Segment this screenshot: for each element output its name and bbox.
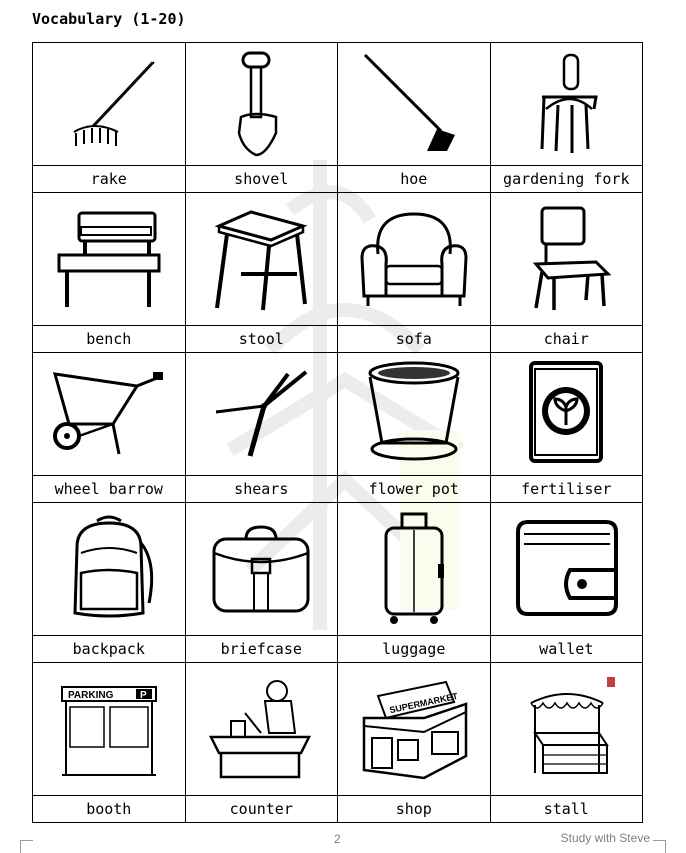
sofa-icon xyxy=(354,204,474,314)
hoe-icon xyxy=(359,49,469,159)
wheel-barrow-icon xyxy=(49,364,169,464)
word-label: booth xyxy=(33,796,186,823)
word-label: sofa xyxy=(337,326,490,353)
fertiliser-icon xyxy=(521,359,611,469)
word-label: shop xyxy=(337,796,490,823)
page-corner-mark xyxy=(20,840,33,853)
word-label: fertiliser xyxy=(490,476,642,503)
image-cell xyxy=(337,663,490,796)
image-cell xyxy=(490,353,642,476)
flower-pot-icon xyxy=(364,359,464,469)
page-number: 2 xyxy=(334,832,341,846)
word-label: rake xyxy=(33,166,186,193)
word-label: stool xyxy=(185,326,337,353)
word-label: counter xyxy=(185,796,337,823)
word-label: wheel barrow xyxy=(33,476,186,503)
briefcase-icon xyxy=(206,519,316,619)
word-label: wallet xyxy=(490,636,642,663)
word-label: backpack xyxy=(33,636,186,663)
image-cell xyxy=(185,663,337,796)
shears-icon xyxy=(206,364,316,464)
word-label: stall xyxy=(490,796,642,823)
gardening-fork-icon xyxy=(526,49,606,159)
word-label: briefcase xyxy=(185,636,337,663)
footer-credit: Study with Steve xyxy=(560,831,650,845)
word-label: bench xyxy=(33,326,186,353)
stool-icon xyxy=(211,204,311,314)
word-label: flower pot xyxy=(337,476,490,503)
booth-sign-text: PARKING xyxy=(67,690,114,701)
image-cell xyxy=(33,43,186,166)
image-cell xyxy=(33,353,186,476)
rake-icon xyxy=(54,54,164,154)
vocabulary-table xyxy=(32,42,643,823)
image-cell xyxy=(185,43,337,166)
counter-icon xyxy=(205,673,317,785)
image-cell xyxy=(33,663,186,796)
wallet-icon xyxy=(510,514,622,624)
image-cell xyxy=(490,43,642,166)
image-cell xyxy=(337,353,490,476)
backpack-icon xyxy=(59,513,159,625)
page-corner-mark xyxy=(653,840,666,853)
shop-icon xyxy=(354,674,474,784)
shovel-icon xyxy=(221,49,301,159)
image-cell xyxy=(490,193,642,326)
luggage-icon xyxy=(374,512,454,627)
image-cell xyxy=(185,503,337,636)
chair-icon xyxy=(516,204,616,314)
image-cell xyxy=(337,43,490,166)
image-cell xyxy=(185,353,337,476)
word-label: luggage xyxy=(337,636,490,663)
booth-sign-p: P xyxy=(139,690,147,701)
image-cell xyxy=(33,193,186,326)
image-cell xyxy=(337,503,490,636)
image-cell xyxy=(337,193,490,326)
bench-icon xyxy=(49,207,169,312)
image-cell xyxy=(185,193,337,326)
word-label: hoe xyxy=(337,166,490,193)
word-label: shovel xyxy=(185,166,337,193)
shop-sign-text: SUPERMARKET xyxy=(388,690,459,716)
stall-icon xyxy=(511,673,621,785)
word-label: shears xyxy=(185,476,337,503)
page-title: Vocabulary (1-20) xyxy=(32,10,186,28)
word-label: gardening fork xyxy=(490,166,642,193)
booth-icon xyxy=(54,673,164,785)
word-label: chair xyxy=(490,326,642,353)
image-cell xyxy=(490,663,642,796)
image-cell xyxy=(33,503,186,636)
image-cell xyxy=(490,503,642,636)
